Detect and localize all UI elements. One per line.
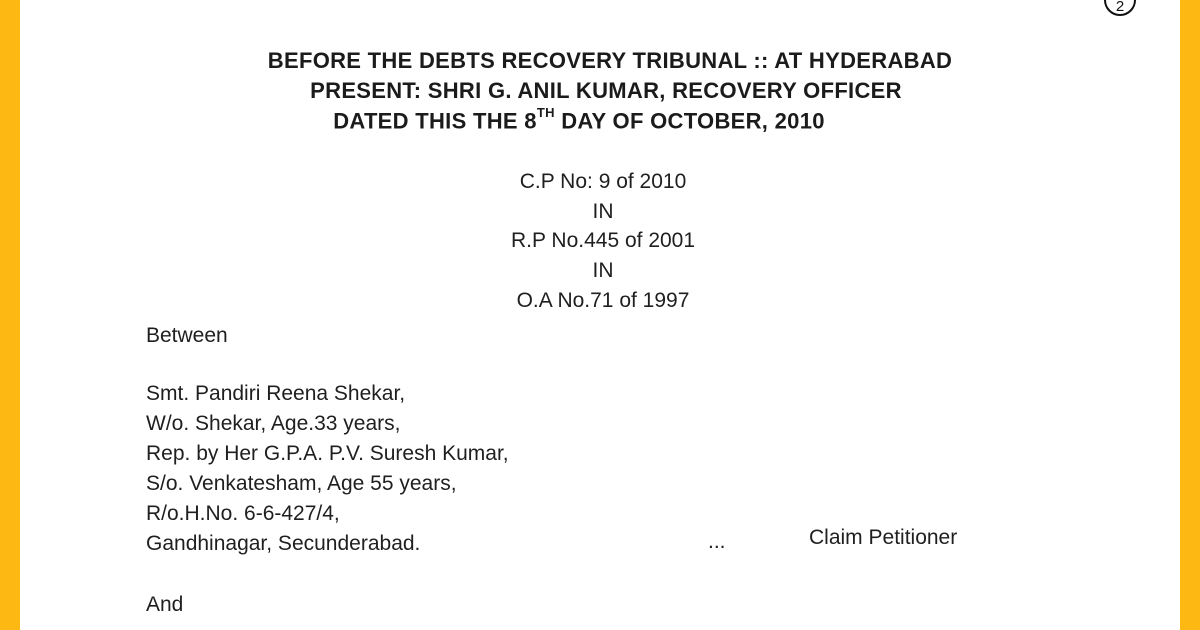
tribunal-heading: BEFORE THE DEBTS RECOVERY TRIBUNAL :: AT HYDERABAD [267, 48, 953, 73]
in-connector-1: IN [592, 200, 614, 223]
and-label: And [146, 593, 184, 616]
date-heading-post: DAY OF OCTOBER, 2010 [554, 108, 825, 134]
leader-dots: ... [708, 530, 726, 553]
date-heading [20, 105, 1159, 134]
petitioner-line: Gandhinagar, Secunderabad. [146, 532, 421, 555]
date-heading-pre: DATED THIS THE 8 [333, 108, 537, 134]
document-page [20, 0, 1180, 630]
between-label: Between [146, 324, 228, 347]
page-number-badge: 2 [1104, 0, 1136, 16]
petitioner-line: Smt. Pandiri Reena Shekar, [146, 382, 406, 405]
petitioner-line: W/o. Shekar, Age.33 years, [146, 412, 401, 435]
petitioner-line: Rep. by Her G.P.A. P.V. Suresh Kumar, [146, 442, 509, 465]
oa-number: O.A No.71 of 1997 [516, 289, 690, 312]
date-heading-sup: TH [536, 105, 555, 120]
officer-heading: PRESENT: SHRI G. ANIL KUMAR, RECOVERY OFFICER [310, 78, 902, 103]
party-role-label: Claim Petitioner [809, 526, 958, 549]
petitioner-line: S/o. Venkatesham, Age 55 years, [146, 472, 457, 495]
in-connector-2: IN [592, 259, 614, 282]
petitioner-line: R/o.H.No. 6-6-427/4, [146, 502, 340, 525]
rp-number: R.P No.445 of 2001 [510, 229, 696, 252]
cp-number: C.P No: 9 of 2010 [519, 170, 687, 193]
